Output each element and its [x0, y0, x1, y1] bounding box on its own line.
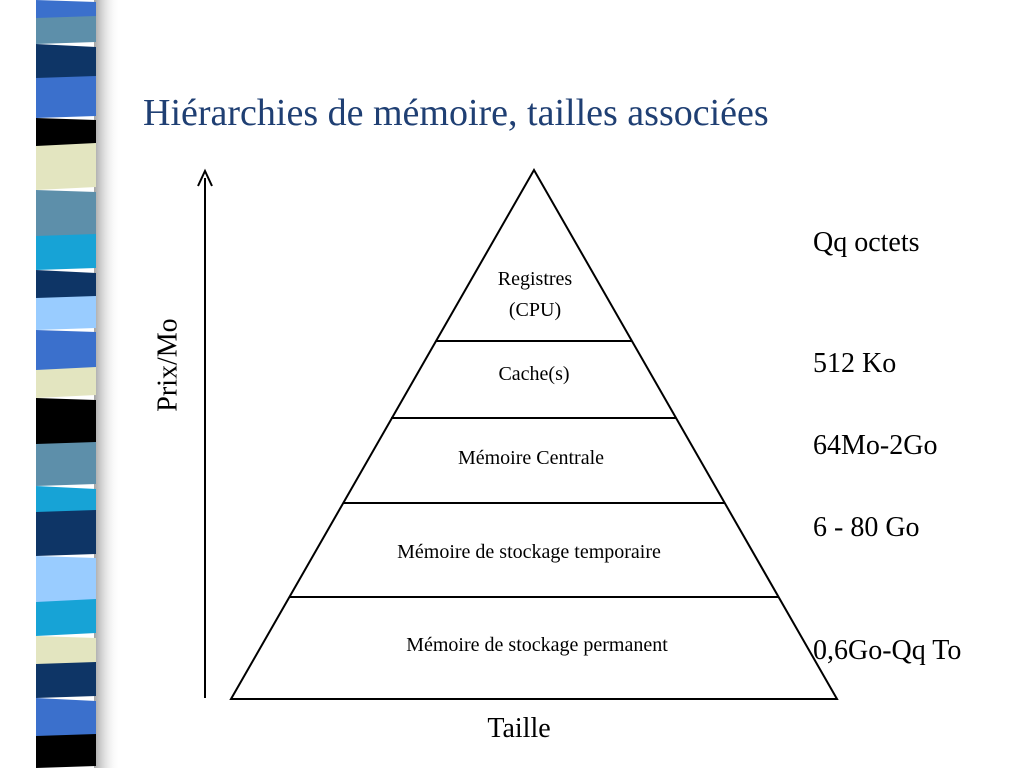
- level-registres-line2: (CPU): [508, 299, 562, 321]
- level-stockage-permanent: Mémoire de stockage permanent: [406, 634, 668, 656]
- y-axis-label: Prix/Mo: [152, 318, 184, 412]
- size-stockage-permanent: 0,6Go-Qq To: [813, 635, 962, 666]
- level-stockage-temporaire: Mémoire de stockage temporaire: [397, 541, 661, 563]
- size-registres: Qq octets: [813, 227, 920, 258]
- size-memoire-centrale: 64Mo-2Go: [813, 430, 938, 461]
- level-memoire-centrale: Mémoire Centrale: [457, 447, 605, 469]
- level-registres-line1: Registres: [497, 268, 573, 290]
- level-cache: Cache(s): [498, 363, 570, 385]
- slide-title: Hiérarchies de mémoire, tailles associées: [143, 92, 769, 134]
- x-axis-label: Taille: [487, 713, 551, 744]
- size-stockage-temporaire: 6 - 80 Go: [813, 512, 920, 543]
- size-cache: 512 Ko: [813, 348, 897, 379]
- pyramid-outline: [231, 170, 837, 699]
